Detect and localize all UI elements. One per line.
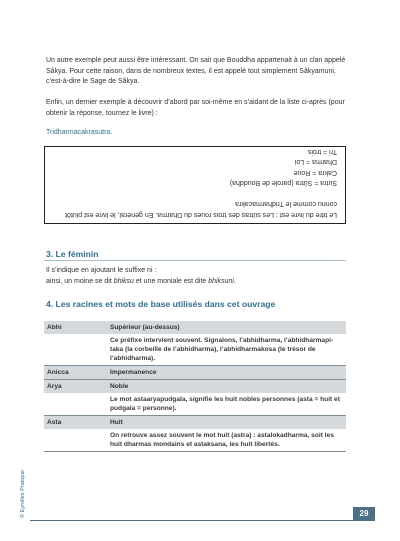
table-row [44,429,346,452]
publisher-credit: © Eyrolles Pratique [20,470,26,518]
section-divider [44,260,346,261]
page-number: 29 [353,507,375,521]
section-3-line-2: ainsi, un moine se dit bhiksu et une moniale est dite bhiksuni. [46,278,236,285]
meaning: Supérieur (au-dessus) [110,324,180,331]
word-bhiksuni: bhiksuni [208,278,234,285]
table-row [44,380,346,393]
term: Asta [47,419,62,426]
word-bhiksu: bhiksu [113,278,134,285]
section-4-title: 4. Les racines et mots de base utilisés dans cet ouvrage [46,299,276,309]
meaning: Impermanence [110,369,157,376]
publisher-sidebar [16,430,28,520]
footer-rule [30,520,375,521]
section-3-line-1: Il s’indique en ajoutant le suffixe ni : [46,267,157,274]
answer-line: Cakra = Roue [293,169,337,176]
meaning: Huit [110,419,123,426]
description: Le mot astaaryapudgala, signifie les huit nobles personnes (asta = huit et pudgala = personne). [110,396,340,412]
meaning: Noble [110,383,129,390]
table-row [44,321,346,334]
term: Abhi [47,324,62,331]
table-row [44,416,346,429]
intro-paragraph-1: Un autre exemple peut aussi être intéressant. On sait que Bouddha appartenait à un clan appelé Sâkya. Pour cette raison, dans de nombreux textes, il est appelé tout simplement Sâkyamuni, c’est-à-dire le Sage de Sâkya. [46,57,346,85]
answer-line: Sutra = Sûtra (parole de Bouddha) [229,179,337,187]
intro-paragraph-2: Enfin, un dernier exemple à découvrir d’abord par soi-même en s’aidant de la liste ci-après (pour obtenir la réponse, tournez le livre) : [46,99,345,117]
answer-box-upside-down [44,146,346,224]
example-word: Tridharmacakrasutra. [46,129,113,136]
table-row [44,334,346,366]
term: Anicca [47,369,69,376]
answer-line: Le titre du livre est : Les sûtras des trois roues du Dharma. En général, le livre est plutôt [65,211,337,218]
section-3-title: 3. Le féminin [46,249,99,259]
answer-line: connu comme le Tridharmacakra [235,200,337,208]
answer-line: Tri = trois [307,148,337,155]
description: On retrouve assez souvent le mot huit (astra) : astalokadharma, soit les huit dharmas mondains et astaksana, les huit libertés. [110,432,334,448]
description: Ce préfixe intervient souvent. Signalons, l’abhidharma, l’abhidharmapi-taka (la corbeille de l’abhidharma), l’abhidharmakosa (le trésor de l’abhidharma). [110,337,334,362]
roots-table [44,321,346,452]
term: Arya [47,383,62,390]
table-row [44,366,346,380]
table-row [44,393,346,416]
answer-line: Dharma = Loi [294,158,337,166]
